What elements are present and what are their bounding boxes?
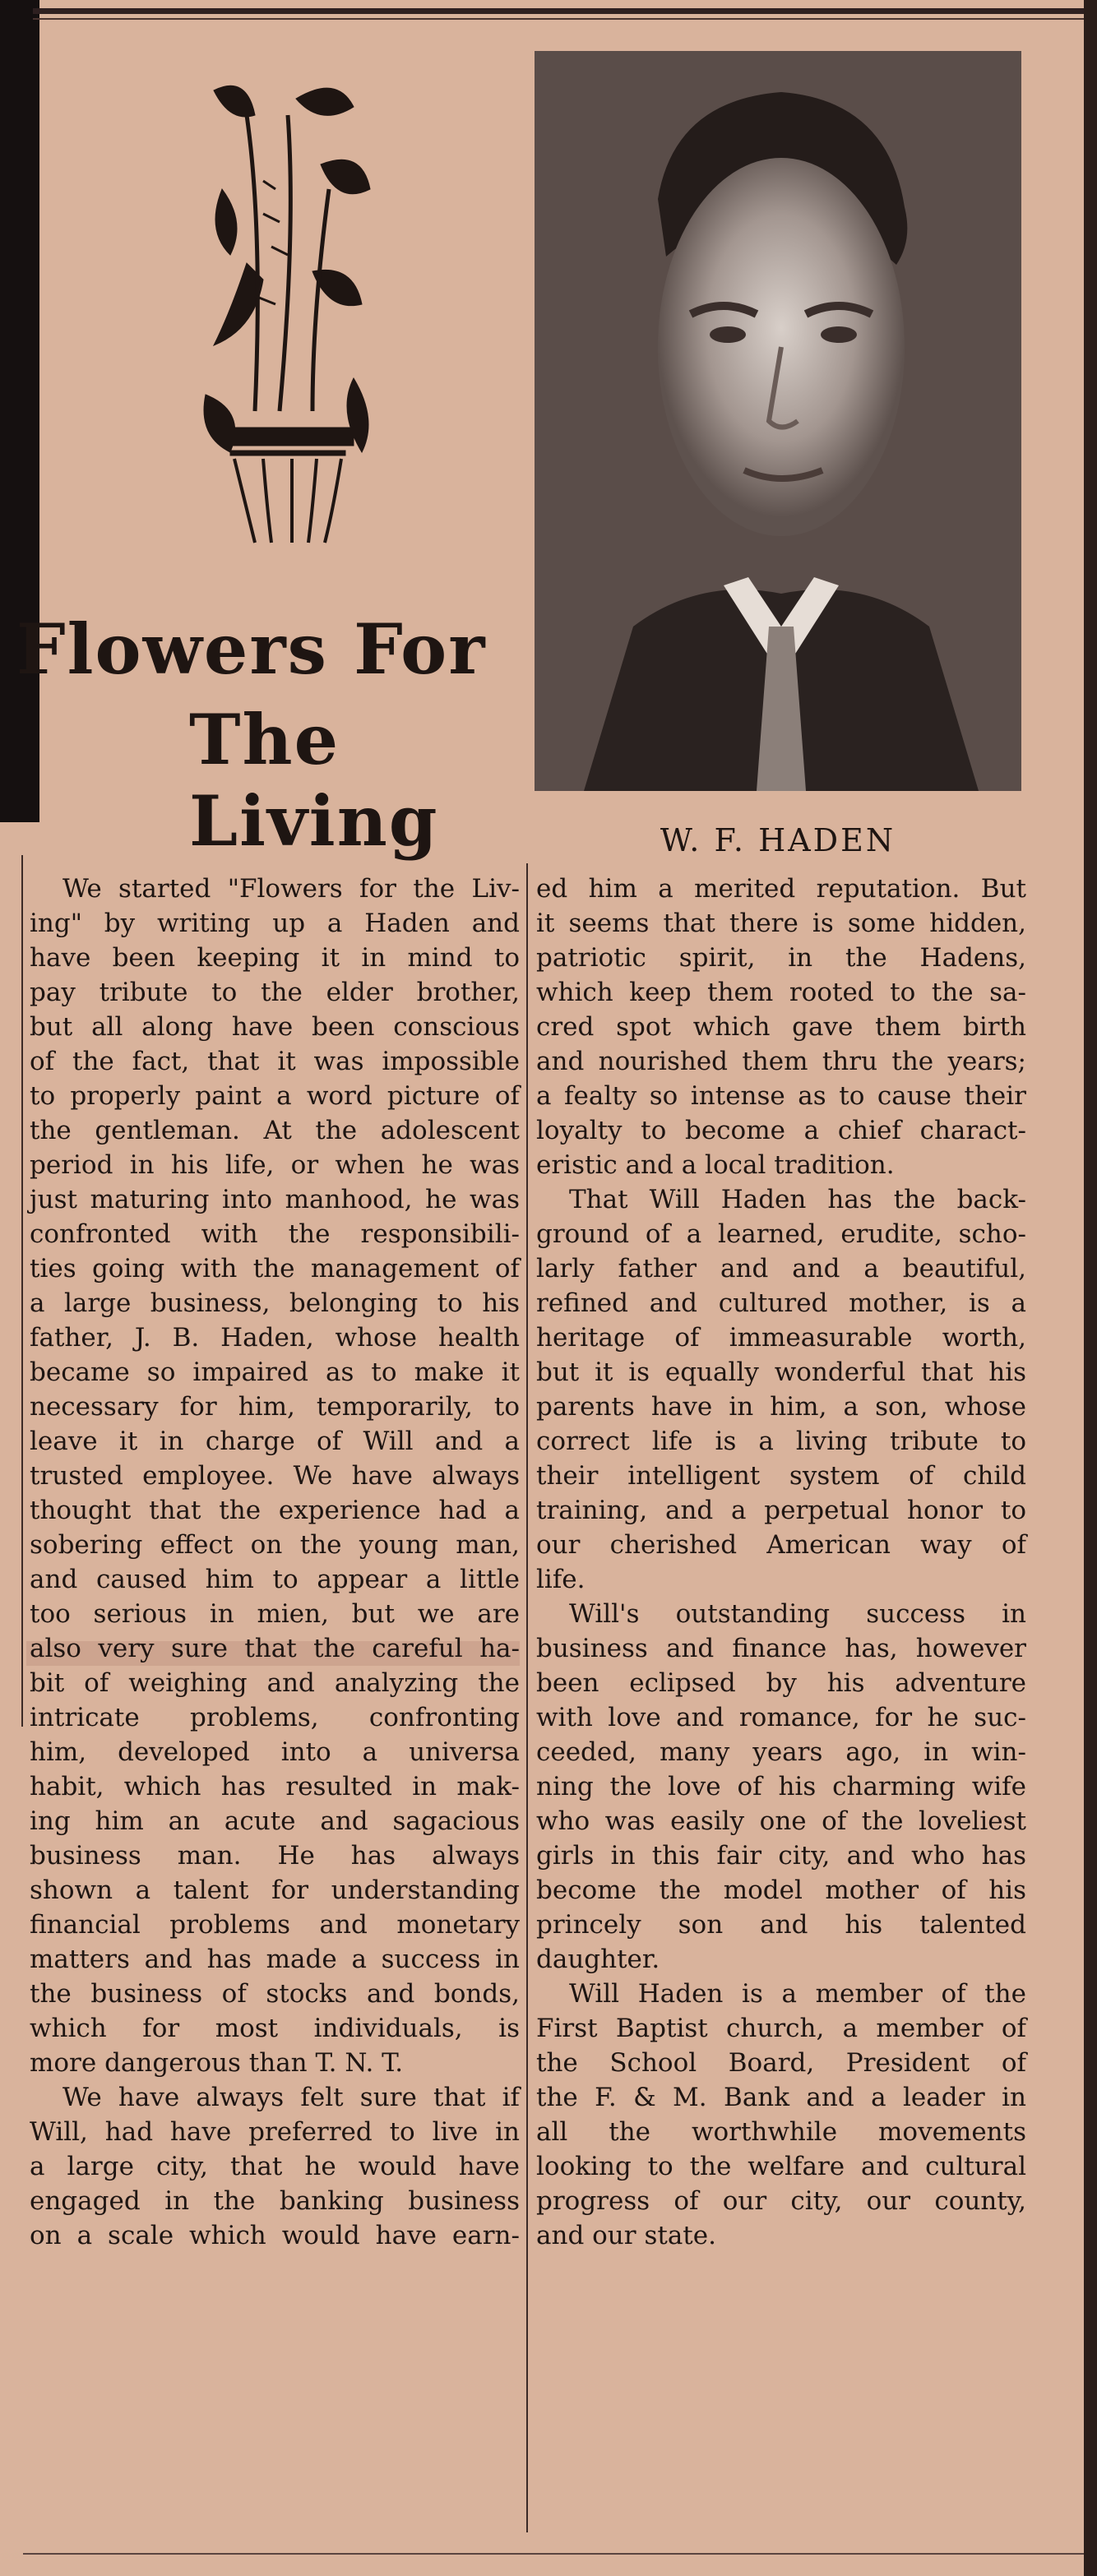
text-line: sobering effect on the young man,: [30, 1530, 520, 1560]
text-line: a large city, that he would have: [30, 2152, 520, 2181]
text-line: but all along have been conscious: [30, 1012, 520, 1042]
top-rule: [33, 8, 1090, 14]
text-line: refined and cultured mother, is a: [536, 1288, 1026, 1318]
text-line: too serious in mien, but we are: [30, 1599, 520, 1629]
text-line: patriotic spirit, in the Hadens,: [536, 943, 1026, 973]
title-line-1: Flowers For: [16, 608, 487, 690]
text-line: with love and romance, for he suc-: [536, 1703, 1026, 1732]
text-line: ing" by writing up a Haden and: [30, 909, 520, 938]
text-line: the F. & M. Bank and a leader in: [536, 2083, 1026, 2112]
text-line: which keep them rooted to the sa-: [536, 978, 1026, 1007]
text-line: which for most individuals, is: [30, 2014, 520, 2043]
text-line: more dangerous than T. N. T.: [30, 2048, 404, 2078]
text-line: Will Haden is a member of the: [569, 1979, 1026, 2009]
text-line: confronted with the responsibili-: [30, 1219, 520, 1249]
text-line: became so impaired as to make it: [30, 1357, 520, 1387]
text-line: life.: [536, 1565, 586, 1594]
text-line: We have always felt sure that if: [62, 2083, 520, 2112]
title-line-2: The Living: [189, 699, 439, 862]
article-left-column: [30, 872, 520, 2253]
text-line: our cherished American way of: [536, 1530, 1026, 1560]
text-line: cred spot which gave them birth: [536, 1012, 1026, 1042]
text-line: the School Board, President of: [536, 2048, 1026, 2078]
text-line: a fealty so intense as to cause their: [536, 1081, 1026, 1111]
text-line: First Baptist church, a member of: [536, 2014, 1026, 2043]
text-line: period in his life, or when he was: [30, 1150, 520, 1180]
bottom-rule: [23, 2553, 1084, 2555]
text-line: also very sure that the careful ha-: [30, 1634, 520, 1663]
text-line: habit, which has resulted in mak-: [30, 1772, 520, 1801]
text-line: We started "Flowers for the Liv-: [62, 874, 520, 904]
text-line: eristic and a local tradition.: [536, 1150, 895, 1180]
text-line: progress of our city, our county,: [536, 2186, 1026, 2216]
text-line: all the worthwhile movements: [536, 2117, 1026, 2147]
text-line: on a scale which would have earn-: [30, 2221, 520, 2250]
text-line: princely son and his talented: [536, 1910, 1026, 1940]
text-line: parents have in him, a son, whose: [536, 1392, 1026, 1422]
text-line: ties going with the management of: [30, 1254, 520, 1283]
text-line: the gentleman. At the adolescent: [30, 1116, 520, 1145]
text-line: father, J. B. Haden, whose health: [30, 1323, 520, 1353]
text-line: have been keeping it in mind to: [30, 943, 520, 973]
portrait-photo: [535, 51, 1021, 791]
text-line: financial problems and monetary: [30, 1910, 520, 1940]
text-line: to properly paint a word picture of: [30, 1081, 520, 1111]
text-line: necessary for him, temporarily, to: [30, 1392, 520, 1422]
text-line: business man. He has always: [30, 1841, 520, 1871]
text-line: engaged in the banking business: [30, 2186, 520, 2216]
text-line: just maturing into manhood, he was: [30, 1185, 520, 1214]
text-line: girls in this fair city, and who has: [536, 1841, 1026, 1871]
text-line: trusted employee. We have always: [30, 1461, 520, 1491]
text-line: leave it in charge of Will and a: [30, 1427, 520, 1456]
text-line: ing him an acute and sagacious: [30, 1806, 520, 1836]
text-line: pay tribute to the elder brother,: [30, 978, 520, 1007]
text-line: Will, had have preferred to live in: [30, 2117, 520, 2147]
text-line: ground of a learned, erudite, scho-: [536, 1219, 1026, 1249]
text-line: business and finance has, however: [536, 1634, 1026, 1663]
text-line: ceeded, many years ago, in win-: [536, 1737, 1026, 1767]
article-right-column: [536, 872, 1026, 2253]
text-line: and caused him to appear a little: [30, 1565, 520, 1594]
column-rule: [526, 863, 528, 2532]
text-line: and our state.: [536, 2221, 716, 2250]
text-line: daughter.: [536, 1945, 660, 1974]
text-line: and nourished them thru the years;: [536, 1047, 1026, 1076]
text-line: the business of stocks and bonds,: [30, 1979, 520, 2009]
text-line: who was easily one of the loveliest: [536, 1806, 1026, 1836]
text-line: but it is equally wonderful that his: [536, 1357, 1026, 1387]
text-line: ed him a merited reputation. But: [536, 874, 1026, 904]
text-line: their intelligent system of child: [536, 1461, 1026, 1491]
page-title: [16, 608, 526, 862]
text-line: bit of weighing and analyzing the: [30, 1668, 520, 1698]
text-line: a large business, belonging to his: [30, 1288, 520, 1318]
text-line: it seems that there is some hidden,: [536, 909, 1026, 938]
photo-caption: W. F. HADEN: [660, 822, 896, 858]
top-rule-thin: [33, 18, 1090, 20]
text-line: ning the love of his charming wife: [536, 1772, 1026, 1801]
text-line: him, developed into a universa: [30, 1737, 520, 1767]
text-line: become the model mother of his: [536, 1875, 1026, 1905]
text-line: That Will Haden has the back-: [569, 1185, 1026, 1214]
text-line: Will's outstanding success in: [569, 1599, 1026, 1629]
flower-vase-icon: [197, 66, 386, 559]
text-line: been eclipsed by his adventure: [536, 1668, 1026, 1698]
text-line: loyalty to become a chief charact-: [536, 1116, 1026, 1145]
text-line: shown a talent for understanding: [30, 1875, 520, 1905]
text-line: training, and a perpetual honor to: [536, 1496, 1026, 1525]
text-line: correct life is a living tribute to: [536, 1427, 1026, 1456]
text-line: larly father and and a beautiful,: [536, 1254, 1026, 1283]
text-line: of the fact, that it was impossible: [30, 1047, 520, 1076]
scan-border-right: [1084, 0, 1097, 2576]
text-line: thought that the experience had a: [30, 1496, 520, 1525]
column-rule-left: [21, 855, 23, 1727]
text-line: looking to the welfare and cultural: [536, 2152, 1026, 2181]
text-line: intricate problems, confronting: [30, 1703, 520, 1732]
text-line: heritage of immeasurable worth,: [536, 1323, 1026, 1353]
text-line: matters and has made a success in: [30, 1945, 520, 1974]
